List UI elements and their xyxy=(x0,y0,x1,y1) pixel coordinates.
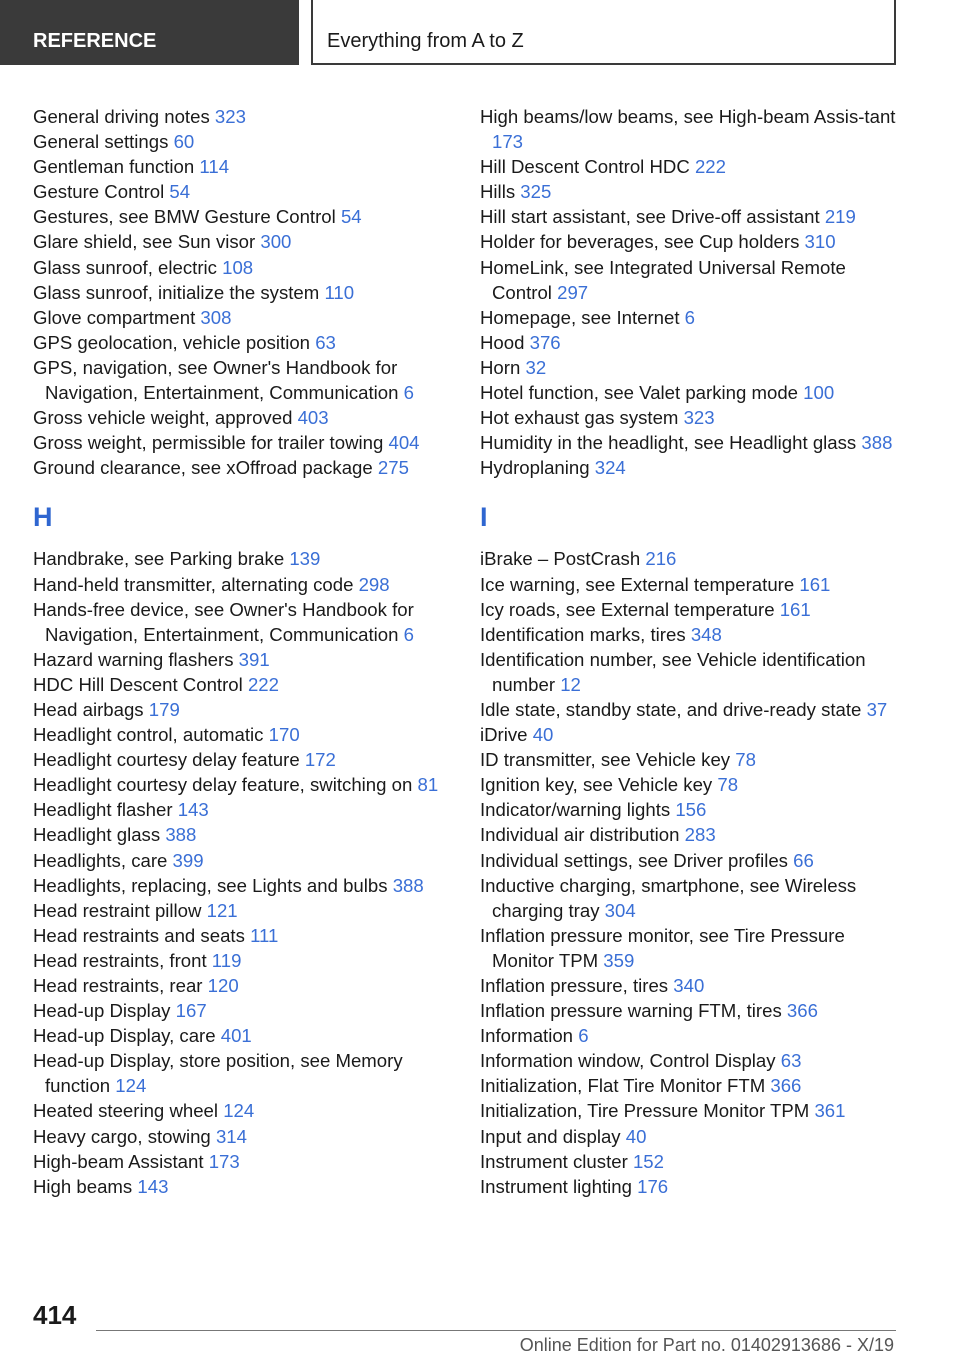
entry-text: Headlights, replacing, see Lights and bulbs xyxy=(33,874,388,896)
page-reference-link[interactable]: 388 xyxy=(861,432,893,454)
entry-text: Hand-held transmitter, alternating code xyxy=(33,573,354,595)
page-reference-link[interactable]: 78 xyxy=(717,774,739,796)
index-entry xyxy=(33,772,453,797)
page-reference-link[interactable]: 366 xyxy=(770,1075,802,1097)
entry-text: Headlight flasher xyxy=(33,799,173,821)
page-reference-link[interactable]: 404 xyxy=(388,432,420,454)
edition-note: Online Edition for Part no. 01402913686 - X/19 xyxy=(519,1335,894,1355)
page-title: Everything from A to Z xyxy=(311,0,896,65)
entry-text: Headlights, care xyxy=(33,849,168,871)
index-entry xyxy=(480,355,900,380)
page-reference-link[interactable]: 161 xyxy=(779,598,811,620)
page-reference-link[interactable]: 63 xyxy=(780,1050,802,1072)
index-entry xyxy=(33,305,453,330)
entry-text: Heavy cargo, stowing xyxy=(33,1125,211,1147)
entry-text: Ignition key, see Vehicle key xyxy=(480,774,713,796)
page-reference-link[interactable]: 348 xyxy=(690,623,722,645)
index-entry xyxy=(33,747,453,772)
entry-text: Glass sunroof, electric xyxy=(33,256,217,278)
index-entry xyxy=(480,204,900,229)
entry-text: Information window, Control Display xyxy=(480,1050,776,1072)
index-entry xyxy=(33,204,453,229)
index-entry xyxy=(480,255,900,305)
entry-text: Homepage, see Internet xyxy=(480,306,680,328)
entry-text: Head airbags xyxy=(33,698,144,720)
index-entry xyxy=(480,1124,900,1149)
entry-text: General settings xyxy=(33,131,169,153)
entry-text: High beams/low beams, see High-beam Assis-tant xyxy=(480,106,896,127)
page-reference-link[interactable]: 124 xyxy=(115,1075,147,1097)
entry-text: Gentleman function xyxy=(33,156,195,178)
letter-heading-h: H xyxy=(33,502,53,533)
page-reference-link[interactable]: 40 xyxy=(532,724,554,746)
entry-text: Ice warning, see External temperature xyxy=(480,573,795,595)
page-reference-link[interactable]: 399 xyxy=(172,849,204,871)
index-entry xyxy=(480,697,900,722)
index-entry xyxy=(33,923,453,948)
page-reference-link[interactable]: 161 xyxy=(799,573,831,595)
page-reference-link[interactable]: 310 xyxy=(804,231,836,253)
index-entry xyxy=(480,104,900,154)
entry-text: Gestures, see BMW Gesture Control xyxy=(33,206,336,228)
entry-text: GPS, navigation, see Owner's Handbook for Navigation, Entertainment, Communication xyxy=(33,356,399,404)
index-entry xyxy=(33,572,453,597)
page-reference-link[interactable]: 152 xyxy=(632,1150,664,1172)
index-entry xyxy=(480,722,900,747)
page-reference-link[interactable]: 173 xyxy=(208,1150,240,1172)
page-reference-link[interactable]: 176 xyxy=(637,1175,669,1197)
index-entry xyxy=(480,546,900,571)
page-reference-link[interactable]: 323 xyxy=(683,407,715,429)
entry-text: Head restraints, rear xyxy=(33,975,203,996)
index-entry xyxy=(480,747,900,772)
page-reference-link[interactable]: 32 xyxy=(525,356,547,378)
entry-text: Inflation pressure monitor, see Tire Pressure Monitor TPM xyxy=(480,924,845,971)
index-entry xyxy=(33,1149,453,1174)
index-entry xyxy=(480,572,900,597)
index-entry xyxy=(480,1174,900,1199)
index-entry xyxy=(33,129,453,154)
page-reference-link[interactable]: 401 xyxy=(220,1025,252,1047)
page-reference-link[interactable]: 156 xyxy=(675,799,707,821)
page-reference-link[interactable]: 60 xyxy=(173,131,195,153)
entry-text: Headlight control, automatic xyxy=(33,724,264,746)
entry-text: General driving notes xyxy=(33,106,210,127)
index-entry xyxy=(33,948,453,973)
index-entry xyxy=(33,898,453,923)
page-reference-link[interactable]: 139 xyxy=(289,548,321,570)
page-reference-link[interactable]: 219 xyxy=(824,206,856,228)
page-reference-link[interactable]: 40 xyxy=(625,1125,647,1147)
entry-text: HDC Hill Descent Control xyxy=(33,673,243,695)
index-entry xyxy=(480,797,900,822)
entry-text: Head restraint pillow xyxy=(33,899,202,921)
entry-text: Headlight courtesy delay feature, switching on xyxy=(33,774,413,796)
index-column-right xyxy=(480,104,900,1199)
page-reference-link[interactable]: 324 xyxy=(594,457,626,479)
index-entry xyxy=(480,455,900,480)
entry-text: Glass sunroof, initialize the system xyxy=(33,281,320,303)
index-entry xyxy=(33,179,453,204)
section-tab: REFERENCE xyxy=(0,0,299,65)
index-entry xyxy=(480,647,900,697)
page-reference-link[interactable]: 304 xyxy=(604,899,636,921)
index-entry xyxy=(480,229,900,254)
index-entry xyxy=(480,179,900,204)
entry-text: Headlight courtesy delay feature xyxy=(33,749,300,771)
index-entry xyxy=(33,330,453,355)
page-reference-link[interactable]: 121 xyxy=(206,899,238,921)
page-reference-link[interactable]: 298 xyxy=(358,573,390,595)
page-reference-link[interactable]: 37 xyxy=(866,698,888,720)
index-entry xyxy=(480,998,900,1023)
entry-text: Hazard warning flashers xyxy=(33,648,234,670)
page-reference-link[interactable]: 391 xyxy=(238,648,270,670)
entry-list xyxy=(33,546,453,1198)
entry-text: Idle state, standby state, and drive-ready state xyxy=(480,698,862,720)
entry-text: Hydroplaning xyxy=(480,457,590,479)
index-entry xyxy=(480,1073,900,1098)
index-entry xyxy=(480,1048,900,1073)
index-entry xyxy=(33,697,453,722)
index-entry xyxy=(33,280,453,305)
index-entry xyxy=(480,405,900,430)
entry-text: High beams xyxy=(33,1175,133,1197)
entry-text: iBrake – PostCrash xyxy=(480,548,641,570)
page-reference-link[interactable]: 143 xyxy=(137,1175,169,1197)
entry-text: Head-up Display, store position, see Memory function xyxy=(33,1050,403,1097)
entry-list xyxy=(480,546,900,1198)
index-entry xyxy=(33,647,453,672)
page-reference-link[interactable]: 403 xyxy=(297,407,329,429)
entry-text: Instrument cluster xyxy=(480,1150,628,1172)
entry-text: Head restraints, front xyxy=(33,949,207,971)
entry-text: Initialization, Flat Tire Monitor FTM xyxy=(480,1075,766,1097)
entry-text: Hill start assistant, see Drive-off assistant xyxy=(480,206,820,228)
index-entry xyxy=(33,255,453,280)
entry-text: Identification number, see Vehicle identification number xyxy=(480,648,866,695)
page-reference-link[interactable]: 275 xyxy=(377,457,409,479)
entry-text: Gesture Control xyxy=(33,181,165,203)
entry-text: Hotel function, see Valet parking mode xyxy=(480,382,798,404)
entry-text: High-beam Assistant xyxy=(33,1150,204,1172)
page-reference-link[interactable]: 340 xyxy=(673,975,705,996)
page-reference-link[interactable]: 119 xyxy=(211,949,242,971)
entry-text: Gross weight, permissible for trailer towing xyxy=(33,432,384,454)
entry-text: Hill Descent Control HDC xyxy=(480,156,690,178)
entry-text: Hills xyxy=(480,181,516,203)
page-reference-link[interactable]: 170 xyxy=(268,724,300,746)
entry-text: Head-up Display, care xyxy=(33,1025,216,1047)
page-reference-link[interactable]: 222 xyxy=(247,673,279,695)
index-column-left xyxy=(33,104,453,1199)
entry-text: Initialization, Tire Pressure Monitor TPM xyxy=(480,1100,810,1122)
page-reference-link[interactable]: 314 xyxy=(215,1125,247,1147)
index-entry xyxy=(480,923,900,973)
entry-text: Individual settings, see Driver profiles xyxy=(480,849,788,871)
page-reference-link[interactable]: 325 xyxy=(520,181,552,203)
index-entry xyxy=(33,1048,453,1098)
index-entry xyxy=(33,822,453,847)
index-entry xyxy=(33,672,453,697)
page-reference-link[interactable]: 6 xyxy=(578,1025,589,1047)
page-reference-link[interactable]: 173 xyxy=(492,131,524,153)
page-reference-link[interactable]: 172 xyxy=(304,749,336,771)
entry-text: Information xyxy=(480,1025,574,1047)
entry-text: Hood xyxy=(480,331,525,353)
entry-text: Inflation pressure warning FTM, tires xyxy=(480,1000,782,1022)
index-entry xyxy=(33,405,453,430)
page-reference-link[interactable]: 6 xyxy=(403,623,414,645)
page-reference-link[interactable]: 81 xyxy=(417,774,439,796)
page-reference-link[interactable]: 78 xyxy=(735,749,756,771)
entry-text: Head restraints and seats xyxy=(33,924,245,946)
entry-text: Ground clearance, see xOffroad package xyxy=(33,457,373,479)
entry-text: ID transmitter, see Vehicle key xyxy=(480,749,731,771)
page-reference-link[interactable]: 376 xyxy=(529,331,561,353)
page-reference-link[interactable]: 283 xyxy=(684,824,716,846)
page-reference-link[interactable]: 54 xyxy=(169,181,191,203)
entry-text: Individual air distribution xyxy=(480,824,680,846)
entry-text: Head-up Display xyxy=(33,1000,171,1022)
index-entry xyxy=(33,1098,453,1123)
index-entry xyxy=(33,1124,453,1149)
page-reference-link[interactable]: 167 xyxy=(175,1000,207,1022)
index-entry xyxy=(480,1023,900,1048)
index-entry xyxy=(480,848,900,873)
entry-text: Headlight glass xyxy=(33,824,161,846)
entry-text: Glare shield, see Sun visor xyxy=(33,231,256,253)
index-entry xyxy=(33,873,453,898)
page-reference-link[interactable]: 110 xyxy=(324,281,355,303)
index-entry xyxy=(480,597,900,622)
index-entry xyxy=(33,1023,453,1048)
letter-heading-i: I xyxy=(480,502,488,533)
page-reference-link[interactable]: 111 xyxy=(250,924,279,946)
entry-text: Inflation pressure, tires xyxy=(480,975,669,996)
index-entry xyxy=(480,622,900,647)
page-reference-link[interactable]: 12 xyxy=(560,673,581,695)
entry-text: Glove compartment xyxy=(33,306,196,328)
entry-text: Gross vehicle weight, approved xyxy=(33,407,293,429)
index-entry xyxy=(33,973,453,998)
page-reference-link[interactable]: 143 xyxy=(177,799,209,821)
entry-text: GPS geolocation, vehicle position xyxy=(33,331,311,353)
page-reference-link[interactable]: 114 xyxy=(199,156,230,178)
page-reference-link[interactable]: 66 xyxy=(793,849,814,871)
index-entry xyxy=(33,1174,453,1199)
footer-divider xyxy=(96,1330,896,1331)
index-entry xyxy=(480,973,900,998)
index-entry xyxy=(33,797,453,822)
entry-list xyxy=(33,104,453,480)
entry-text: Humidity in the headlight, see Headlight glass xyxy=(480,432,857,454)
page-reference-link[interactable]: 6 xyxy=(403,382,414,404)
index-entry xyxy=(480,430,900,455)
index-entry xyxy=(480,1098,900,1123)
entry-text: Heated steering wheel xyxy=(33,1100,219,1122)
entry-text: Input and display xyxy=(480,1125,621,1147)
entry-text: HomeLink, see Integrated Universal Remote Control xyxy=(480,256,846,303)
page-reference-link[interactable]: 361 xyxy=(814,1100,846,1122)
entry-text: Icy roads, see External temperature xyxy=(480,598,775,620)
entry-text: Hands-free device, see Owner's Handbook for Navigation, Entertainment, Communication xyxy=(33,598,414,645)
page-reference-link[interactable]: 63 xyxy=(315,331,336,353)
index-entry xyxy=(33,229,453,254)
page-reference-link[interactable]: 179 xyxy=(148,698,180,720)
page-reference-link[interactable]: 388 xyxy=(392,874,424,896)
entry-list xyxy=(480,104,900,480)
entry-text: iDrive xyxy=(480,724,528,746)
index-entry xyxy=(480,380,900,405)
page-reference-link[interactable]: 216 xyxy=(645,548,677,570)
index-entry xyxy=(33,998,453,1023)
page-reference-link[interactable]: 388 xyxy=(165,824,197,846)
page-reference-link[interactable]: 308 xyxy=(200,306,232,328)
index-entry xyxy=(33,355,453,405)
index-entry xyxy=(33,848,453,873)
entry-text: Instrument lighting xyxy=(480,1175,632,1197)
page-reference-link[interactable]: 100 xyxy=(803,382,835,404)
entry-text: Indicator/warning lights xyxy=(480,799,671,821)
page-reference-link[interactable]: 300 xyxy=(260,231,292,253)
page-reference-link[interactable]: 124 xyxy=(223,1100,255,1122)
index-entry xyxy=(33,154,453,179)
index-entry xyxy=(480,873,900,923)
index-entry xyxy=(33,597,453,647)
page-reference-link[interactable]: 323 xyxy=(214,106,246,127)
page-reference-link[interactable]: 297 xyxy=(557,281,589,303)
page-number: 414 xyxy=(33,1300,77,1330)
index-entry xyxy=(480,772,900,797)
index-entry xyxy=(33,455,453,480)
page-reference-link[interactable]: 359 xyxy=(603,949,635,971)
index-entry xyxy=(480,1149,900,1174)
index-entry xyxy=(33,104,453,129)
page-reference-link[interactable]: 222 xyxy=(694,156,726,178)
entry-text: Handbrake, see Parking brake xyxy=(33,548,285,570)
index-entry xyxy=(480,822,900,847)
page-reference-link[interactable]: 6 xyxy=(684,306,696,328)
index-entry xyxy=(480,305,900,330)
index-entry xyxy=(480,154,900,179)
page-reference-link[interactable]: 54 xyxy=(340,206,362,228)
page-reference-link[interactable]: 366 xyxy=(786,1000,818,1022)
page-reference-link[interactable]: 108 xyxy=(222,256,254,278)
index-entry xyxy=(33,546,453,571)
entry-text: Identification marks, tires xyxy=(480,623,686,645)
entry-text: Horn xyxy=(480,356,521,378)
index-entry xyxy=(480,330,900,355)
entry-text: Inductive charging, smartphone, see Wireless charging tray xyxy=(480,874,857,921)
entry-text: Holder for beverages, see Cup holders xyxy=(480,231,800,253)
index-entry xyxy=(33,722,453,747)
entry-text: Hot exhaust gas system xyxy=(480,407,679,429)
page-reference-link[interactable]: 120 xyxy=(207,975,239,996)
index-entry xyxy=(33,430,453,455)
